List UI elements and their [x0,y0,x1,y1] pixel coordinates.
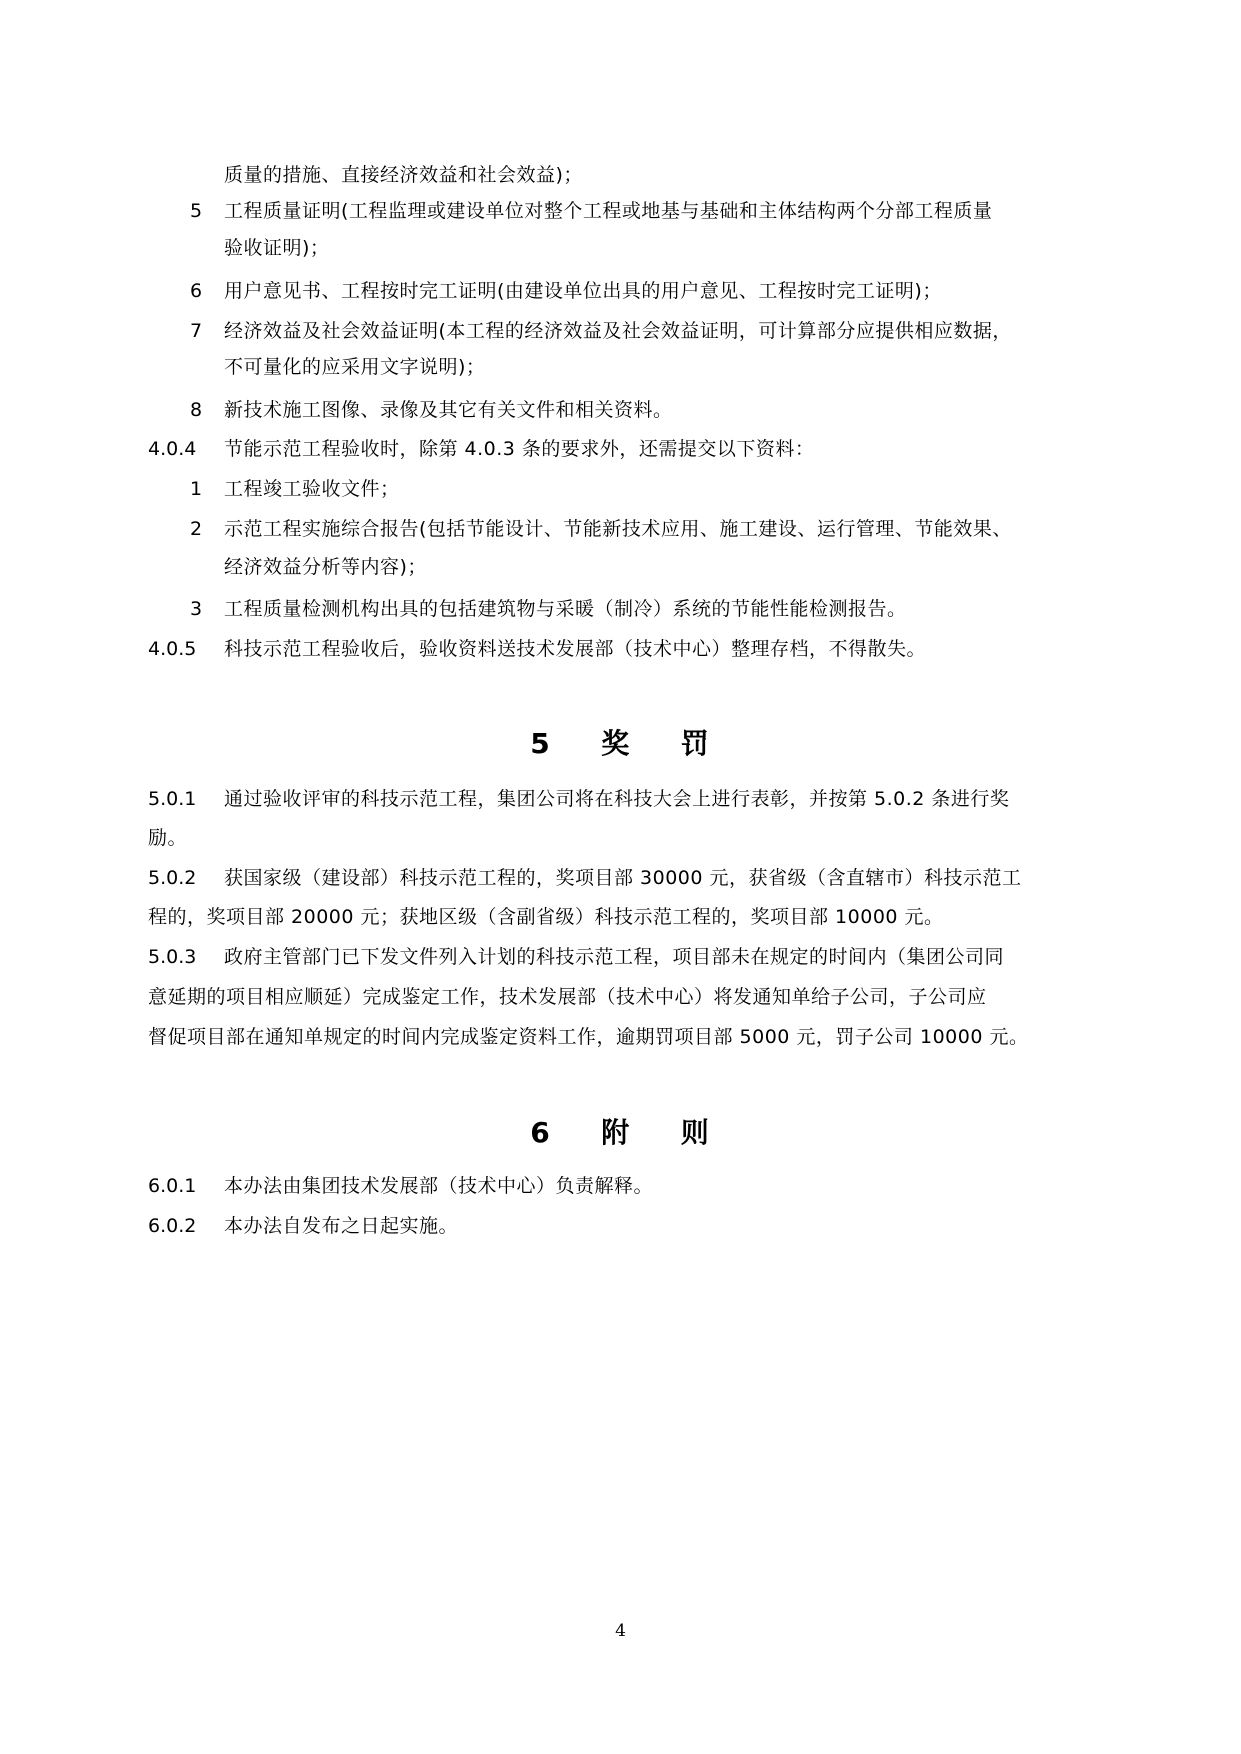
list-item-text: 经济效益及社会效益证明(本工程的经济效益及社会效益证明，可计算部分应提供相应数据， [224,320,1012,342]
page-number: 4 [615,1621,626,1641]
list-item-number: 3 [190,598,203,620]
list-item-text: 工程竣工验收文件； [224,478,400,500]
clause-text: 获国家级（建设部）科技示范工程的，奖项目部 30000 元，获省级（含直辖市）科技示范工 [224,867,1022,889]
section-number: 5 [530,727,552,760]
list-item-number: 1 [190,478,203,500]
list-item-number: 2 [190,518,203,540]
list-item-text: 工程质量证明(工程监理或建设单位对整个工程或地基与基础和主体结构两个分部工程质量 [224,200,993,222]
list-item-text: 不可量化的应采用文字说明)； [224,356,486,378]
list-item-text: 用户意见书、工程按时完工证明(由建设单位出具的用户意见、工程按时完工证明)； [224,280,942,302]
list-item-text: 示范工程实施综合报告(包括节能设计、节能新技术应用、施工建设、运行管理、节能效果、 [224,518,1012,540]
clause-text: 科技示范工程验收后，验收资料送技术发展部（技术中心）整理存档，不得散失。 [224,638,927,660]
section-number: 6 [530,1116,552,1149]
list-item-number: 5 [190,200,203,222]
list-item-number: 6 [190,280,203,302]
section-title-char: 则 [680,1116,711,1149]
clause-text: 本办法由集团技术发展部（技术中心）负责解释。 [224,1175,654,1197]
clause-text: 通过验收评审的科技示范工程，集团公司将在科技大会上进行表彰，并按第 5.0.2 条进行奖 [224,788,1010,810]
clause-text: 本办法自发布之日起实施。 [224,1215,459,1237]
list-item-number: 8 [190,399,203,421]
clause-number: 6.0.1 [148,1175,197,1197]
clause-text: 政府主管部门已下发文件列入计划的科技示范工程，项目部未在规定的时间内（集团公司同 [224,946,1005,968]
clause-number: 4.0.5 [148,638,197,660]
clause-text: 节能示范工程验收时，除第 4.0.3 条的要求外，还需提交以下资料： [224,438,815,460]
clause-number: 5.0.1 [148,788,197,810]
clause-number: 4.0.4 [148,438,197,460]
list-item-text: 工程质量检测机构出具的包括建筑物与采暖（制冷）系统的节能性能检测报告。 [224,598,907,620]
list-item-text: 经济效益分析等内容)； [224,556,427,578]
section-heading [0,727,1241,761]
section-heading [0,1116,1241,1150]
clause-number: 5.0.3 [148,946,197,968]
list-continuation-line: 质量的措施、直接经济效益和社会效益)； [224,164,583,186]
list-item-text: 新技术施工图像、录像及其它有关文件和相关资料。 [224,399,673,421]
clause-text: 意延期的项目相应顺延）完成鉴定工作，技术发展部（技术中心）将发通知单给子公司，子公司应 [148,986,987,1008]
section-title-char: 奖 [601,727,632,760]
clause-text: 励。 [148,827,188,849]
clause-number: 6.0.2 [148,1215,197,1237]
section-title-char: 附 [601,1116,632,1149]
list-item-text: 验收证明)； [224,237,330,259]
clause-text: 程的，奖项目部 20000 元；获地区级（含副省级）科技示范工程的，奖项目部 10000 元。 [148,906,944,928]
clause-text: 督促项目部在通知单规定的时间内完成鉴定资料工作，逾期罚项目部 5000 元，罚子公司 10000 元。 [148,1026,1029,1048]
clause-number: 5.0.2 [148,867,197,889]
section-title-char: 罚 [680,727,711,760]
list-item-number: 7 [190,320,203,342]
